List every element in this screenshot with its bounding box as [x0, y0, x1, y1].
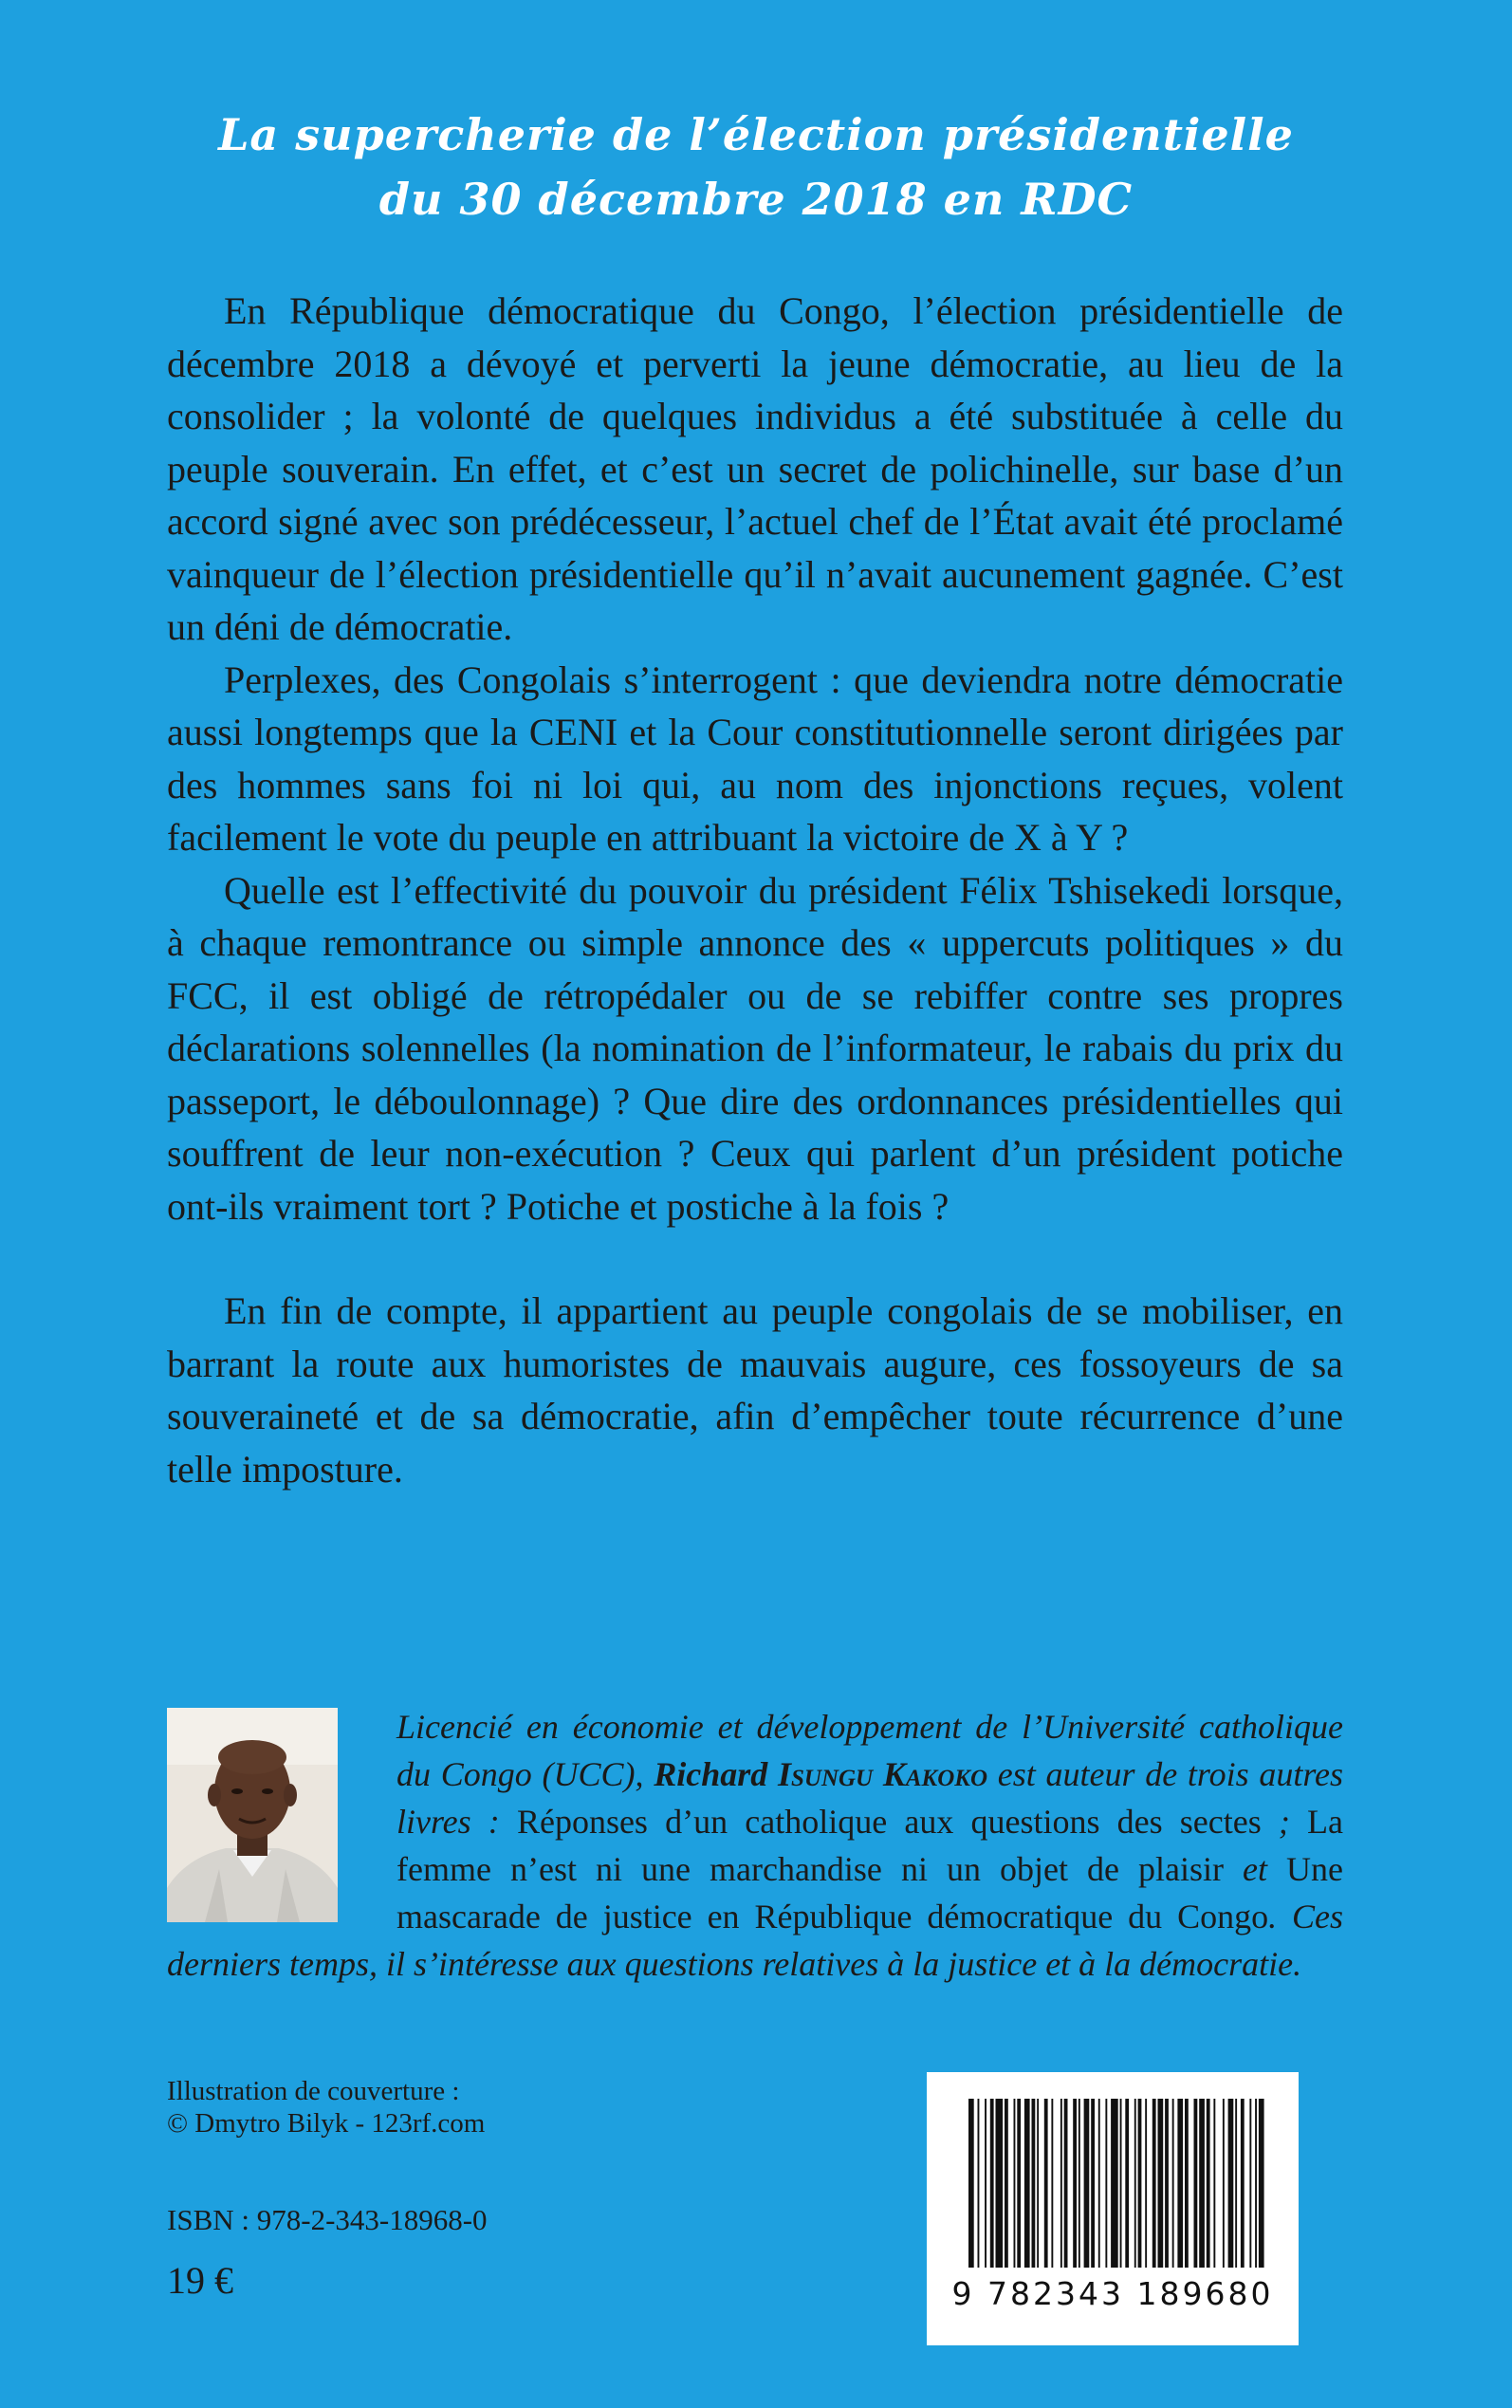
barcode-bar [1120, 2099, 1122, 2268]
barcode-bar [1259, 2099, 1264, 2268]
barcode-box [927, 2072, 1299, 2345]
price-text: 19 € [167, 2259, 233, 2302]
barcode-bar [1044, 2099, 1048, 2268]
barcode-bar [968, 2099, 974, 2268]
barcode-bar [1152, 2099, 1156, 2268]
barcode-bar [1194, 2099, 1198, 2268]
bio-outro: . Ces derniers temps, il s’intéresse aux questions relatives à la justice et à la démocratie. [167, 1898, 1344, 1983]
bio-sep-2: et [1223, 1850, 1287, 1888]
barcode-bar [1105, 2099, 1107, 2268]
barcode-bar [1165, 2099, 1169, 2268]
bio-author-last-name: Isungu Kakoko [777, 1755, 987, 1793]
blurb-paragraph-4: En fin de compte, il appartient au peuple congolais de se mobiliser, en barrant la route aux humoristes de mauvais augure, ces fossoyeurs de sa souveraineté et de sa démocratie, afin d’empêcher toute récurrence d’une telle imposture. [167, 1289, 1343, 1491]
book-title [0, 102, 1512, 232]
barcode-bar [978, 2099, 980, 2268]
blurb-paragraph-1: En République démocratique du Congo, l’élection présidentielle de décembre 2018 a dévoyé et perverti la jeune démocratie, au lieu de la consolider ; la volonté de quelques individus a été substituée à celle du peuple souverain. En effet, et c’est un secret de polichinelle, sur base d’un accord signé avec son prédécesseur, l’actuel chef de l’État avait été proclamé vainqueur de l’élection présidentielle qu’il n’avait aucunement gagnée. C’est un déni de démocratie. [167, 289, 1343, 648]
barcode-digits: 9 782343 189680 [951, 2275, 1274, 2312]
barcode-bar [1005, 2099, 1008, 2268]
blurb-paragraph-2: Perplexes, des Congolais s’interrogent : que deviendra notre démocratie aussi longtemps que la CENI et la Cour constitutionnelle seront dirigées par des hommes sans foi ni loi qui, au nom des injonctions reçues, volent facilement le vote du peuple en attribuant la victoire de X à Y ? [167, 658, 1343, 859]
barcode-bar [1177, 2099, 1183, 2268]
bio-sep-1: ; [1261, 1803, 1308, 1841]
credits-line-1: Illustration de couverture : [167, 2076, 460, 2106]
barcode-bar [1060, 2099, 1062, 2268]
barcode-bar [1172, 2099, 1174, 2268]
barcode-bar [1051, 2099, 1053, 2268]
barcode-bar [1032, 2099, 1036, 2268]
barcode-bar [1199, 2099, 1205, 2268]
barcode-bar [1037, 2099, 1039, 2268]
barcode-bar [1235, 2099, 1237, 2268]
barcode-bar [1228, 2099, 1234, 2268]
barcode-bars [927, 2072, 1299, 2271]
barcode-bar [1185, 2099, 1189, 2268]
barcode-bar [1223, 2099, 1225, 2268]
barcode-bar [1134, 2099, 1136, 2268]
bio-mid: est auteur de trois autres livres : [396, 1755, 1343, 1841]
barcode-bar [985, 2099, 986, 2268]
barcode-bar [1084, 2099, 1090, 2268]
barcode-bar [996, 2099, 1004, 2268]
photo-spacer [167, 1703, 396, 1923]
barcode-bar [1213, 2099, 1215, 2268]
barcode-bar [1138, 2099, 1142, 2268]
barcode-bar [1098, 2099, 1100, 2268]
blurb [167, 285, 1343, 1495]
barcode-bar [1024, 2099, 1030, 2268]
barcode-bar [1079, 2099, 1080, 2268]
barcode-bar [1017, 2099, 1021, 2268]
bio-intro: Licencié en économie et développement de l’Université catholique du Congo (UCC), [396, 1708, 1343, 1793]
barcode-bar [1145, 2099, 1147, 2268]
barcode-bar [1241, 2099, 1245, 2268]
barcode-bar [1207, 2099, 1210, 2268]
barcode-bar [1255, 2099, 1257, 2268]
barcode-bar [1111, 2099, 1118, 2268]
barcode-bar [1073, 2099, 1077, 2268]
author-bio [167, 1703, 1343, 1988]
isbn-text: ISBN : 978-2-343-18968-0 [167, 2203, 488, 2236]
bio-book-2: La femme n’est ni une marchandise ni un objet de plaisir [396, 1803, 1344, 1888]
barcode-bar [1125, 2099, 1129, 2268]
barcode-bar [1249, 2099, 1251, 2268]
bio-book-3: Une mascarade de justice en République démocratique du Congo [396, 1850, 1343, 1936]
barcode-bar [1014, 2099, 1016, 2268]
credits-line-2: © Dmytro Bilyk - 123rf.com [167, 2108, 486, 2139]
title-line-2: du 30 décembre 2018 en RDC [378, 174, 1134, 225]
barcode-bar [990, 2099, 994, 2268]
bio-author-first-name: Richard [654, 1755, 778, 1793]
cover-illustration-credits [167, 2075, 485, 2139]
barcode-bar [1158, 2099, 1164, 2268]
blurb-paragraph-3: Quelle est l’effectivité du pouvoir du président Félix Tshisekedi lorsque, à chaque remontrance ou simple annonce des « uppercuts politiques » du FCC, il est obligé de rétropédaler ou de se rebiffer contre ses propres déclarations solennelles (la nomination de l’informateur, le rabais du prix du passeport, le déboulonnage) ? Que dire des ordonnances présidentielles qui souffrent de leur non-exécution ? Ceux qui parlent d’un président potiche ont-ils vraiment tort ? Potiche et postiche à la fois ? [167, 868, 1343, 1228]
barcode-bar [1064, 2099, 1068, 2268]
title-line-1: La supercherie de l’élection présidentielle [218, 109, 1294, 160]
barcode-bar [1091, 2099, 1095, 2268]
bio-book-1: Réponses d’un catholique aux questions des sectes [516, 1803, 1262, 1841]
